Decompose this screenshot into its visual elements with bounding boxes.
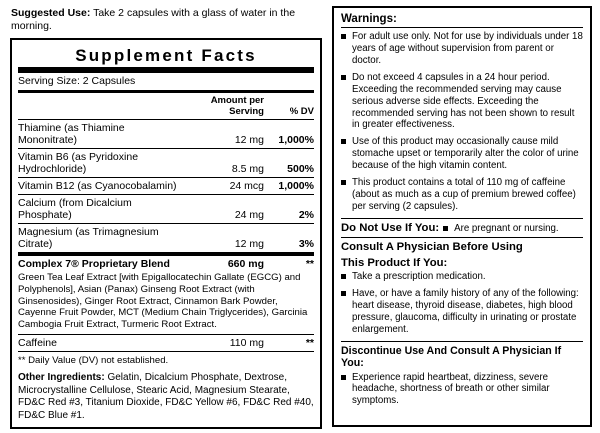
- nutrition-table: [18, 93, 314, 253]
- nutrient-dv: 500%: [270, 149, 314, 178]
- table-row: [18, 178, 314, 195]
- list-item: Have, or have a family history of any of the following: heart disease, thyroid disease, diabetes, high blood pressure, glaucoma, difficulty in urinating or prostate enlargement.: [341, 288, 583, 336]
- blend-table: [18, 256, 314, 272]
- list-item: For adult use only. Not for use by individuals under 18 years of age without supervision from parent or doctor.: [341, 31, 583, 67]
- blend-description: Green Tea Leaf Extract [with Epigallocatechin Gallate (EGCG) and Polyphenols], Asian (Panax) Ginseng Root Extract (with Ginsenosides), Ginger Root Extract, Cinnamon Bark Powder, Cayenne Fruit Powder, MCT (Medium Chain Triglycerides), Garcinia Cambogia Fruit Extract, Turmeric Root Extract.: [18, 272, 314, 335]
- nutrient-name: Magnesium (as Trimagnesium Citrate): [18, 224, 186, 253]
- divider-discontinue: [341, 341, 583, 342]
- column-header-dv: % DV: [270, 93, 314, 120]
- blend-amount: 660 mg: [227, 258, 264, 271]
- nutrient-amount: 24 mg: [186, 195, 270, 224]
- suggested-use-label: Suggested Use:: [11, 7, 91, 19]
- divider-do-not-use: [341, 218, 583, 219]
- warnings-list: [341, 31, 583, 213]
- list-item: Take a prescription medication.: [341, 271, 583, 283]
- consult-heading-line2: This Product If You:: [341, 256, 448, 269]
- consult-list: [341, 271, 583, 336]
- daily-value-footnote: ** Daily Value (DV) not established.: [18, 354, 169, 366]
- do-not-use-heading: Do Not Use If You:: [341, 221, 440, 234]
- nutrient-dv: 3%: [270, 224, 314, 253]
- column-header-amount: Amount per Serving: [186, 93, 270, 120]
- serving-size: Serving Size: 2 Capsules: [18, 75, 136, 88]
- table-header-row: [18, 93, 314, 120]
- suggested-use: [11, 7, 322, 33]
- caffeine-amount: 110 mg: [186, 335, 270, 352]
- list-item: Experience rapid heartbeat, dizziness, severe headache, shortness of breath or other similar symptoms.: [341, 372, 583, 408]
- nutrient-name: Calcium (from Dicalcium Phosphate): [18, 195, 186, 224]
- caffeine-name: Caffeine: [18, 335, 186, 352]
- caffeine-dv: **: [270, 335, 314, 352]
- nutrient-amount: 12 mg: [186, 224, 270, 253]
- other-ingredients-label: Other Ingredients:: [18, 371, 105, 383]
- nutrient-name: Vitamin B6 (as Pyridoxine Hydrochloride): [18, 149, 186, 178]
- discontinue-list: [341, 372, 583, 408]
- divider-warnings: [341, 27, 583, 28]
- supplement-facts-title: Supplement Facts: [75, 46, 257, 66]
- nutrient-dv: 1,000%: [270, 178, 314, 195]
- column-header-name: [18, 93, 186, 120]
- nutrient-amount: 8.5 mg: [186, 149, 270, 178]
- nutrient-amount: 12 mg: [186, 120, 270, 149]
- blend-name: Complex 7® Proprietary Blend: [18, 258, 170, 271]
- nutrient-amount: 24 mcg: [186, 178, 270, 195]
- nutrient-dv: 1,000%: [270, 120, 314, 149]
- warnings-panel: [332, 6, 592, 427]
- table-row: [18, 335, 314, 352]
- consult-heading-line1: Consult A Physician Before Using: [341, 241, 523, 254]
- do-not-use-section: [341, 222, 583, 235]
- left-column: [10, 6, 322, 427]
- table-row: [18, 149, 314, 178]
- table-row: [18, 120, 314, 149]
- other-ingredients-text: Gelatin, Dicalcium Phosphate, Dextrose, Microcrystalline Cellulose, Stearic Acid, Magnesium Stearate, FD&C Red #3, Titanium Dioxide, FD&C Yellow #6, FD&C Red #40, FD&C Blue #1.: [18, 371, 314, 422]
- supplement-facts-panel: [10, 38, 322, 429]
- caffeine-table: [18, 335, 314, 352]
- table-row: [18, 224, 314, 253]
- blend-dv: **: [305, 258, 314, 271]
- list-item: This product contains a total of 110 mg of caffeine (about as much as a cup of premium brewed coffee) per serving (2 capsules).: [341, 177, 583, 213]
- list-item: Are pregnant or nursing.: [443, 223, 558, 235]
- table-row: [18, 195, 314, 224]
- nutrient-name: Vitamin B12 (as Cyanocobalamin): [18, 178, 186, 195]
- discontinue-heading: Discontinue Use And Consult A Physician If You:: [341, 344, 562, 369]
- do-not-use-list: [443, 223, 558, 235]
- blend-row: [18, 256, 314, 272]
- other-ingredients: [18, 368, 314, 423]
- divider-consult: [341, 237, 583, 238]
- warnings-title: Warnings:: [341, 13, 397, 25]
- nutrient-name: Thiamine (as Thiamine Mononitrate): [18, 120, 186, 149]
- suggested-use-text: Take 2 capsules with a glass of water in the morning.: [11, 7, 296, 33]
- nutrient-dv: 2%: [270, 195, 314, 224]
- list-item: Use of this product may occasionally cause mild stomache upset or temporarily alter the color of urine because of the high vitamin content.: [341, 136, 583, 172]
- list-item: Do not exceed 4 capsules in a 24 hour period. Exceeding the recommended serving may cause serious adverse side effects. Exceeding the recommended serving has not been shown to result in greater effectiveness.: [341, 72, 583, 132]
